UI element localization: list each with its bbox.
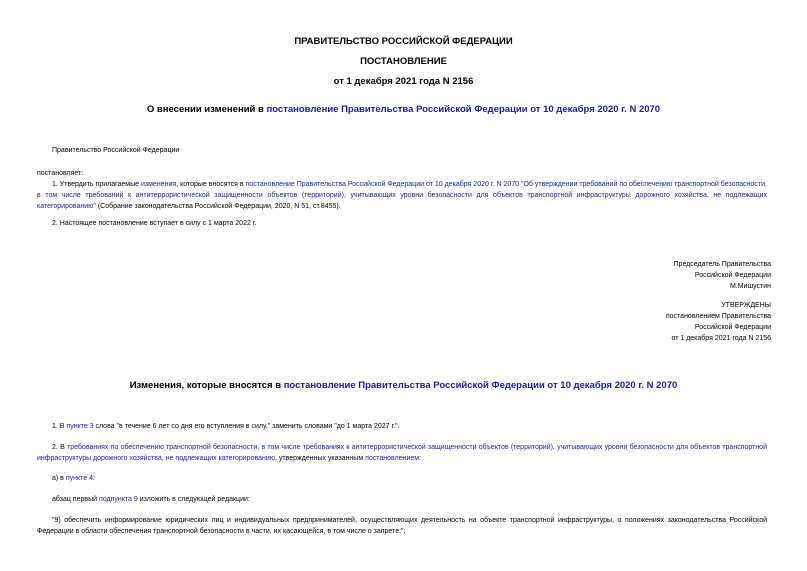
title-prefix: О внесении изменений в: [146, 104, 267, 115]
document-type-heading: ПОСТАНОВЛЕНИЕ: [360, 56, 447, 67]
approval-line-4: от 1 декабря 2021 года N 2156: [671, 335, 771, 342]
change-9-text: "9) обеспечить информирование юридических лиц и индивидуальных предпринимателей, осуществляющих деятельность на объекте транспортной инфраструктуры, о положениях законодательства Российской Федерации в области обеспечения транспортной безопасности в части, их касающейся, в том числе о запрете:";: [37, 517, 767, 535]
government-heading: ПРАВИТЕЛЬСТВО РОССИЙСКОЙ ФЕДЕРАЦИИ: [294, 36, 513, 47]
changes-link[interactable]: изменения: [141, 181, 177, 188]
subpoint-9-link[interactable]: подпункта 9: [99, 496, 138, 503]
decides-text: постановляет:: [37, 170, 84, 177]
signature-country: Российской Федерации: [694, 272, 771, 279]
document-title: [0, 104, 807, 115]
changes-title-link[interactable]: постановление Правительства Российской Федерации от 10 декабря 2020 г. N 2070: [283, 380, 678, 391]
requirements-link[interactable]: требованиях по обеспечению транспортной безопасности, в том числе требованиях к антитеррористической защищенности объектов (территорий), учитывающих уровни безопасности для объектов транспортной инфраструктуры дорожного хозяйства, не подлежащих категорированию: [37, 444, 767, 462]
changes-title: Изменения, которые вносятся в постановление Правительства Российской Федерации от 10 декабря 2020 г. N 2070: [129, 380, 678, 391]
item-2-paragraph: 2. Настоящее постановление вступает в силу с 1 марта 2022 г.: [52, 220, 257, 227]
approval-stamp: [571, 300, 771, 344]
intro-text: Правительство Российской Федерации: [52, 147, 180, 154]
point-4-link[interactable]: пункте 4: [65, 475, 93, 482]
title-link[interactable]: постановление Правительства Российской Федерации от 10 декабря 2020 г. N 2070: [266, 104, 661, 115]
signature-block: [571, 259, 771, 292]
resolution-link[interactable]: постановлением: [365, 455, 420, 462]
point-3-link[interactable]: пункте 3: [66, 423, 94, 430]
signature-name: М.Мишустин: [729, 283, 771, 290]
item-1-paragraph: 1. Утвердить прилагаемые изменения, которые вносятся в постановление Правительства Российской Федерации от 10 декабря 2020 г. N 2070 "Об утверждении требований по обеспечению транспортной безопасности, в том числе требований к антитеррористической защищенности объектов (территорий), учитывающих уровни безопасности для объектов транспортной инфраструктуры дорожного хозяйства, не подлежащих категорированию" (Собрание законодательства Российской Федерации, 2020, N 51, ст.8455).: [37, 181, 767, 210]
change-a-paragraph: а) в пункте 4:: [52, 475, 95, 482]
resolution-2070-link[interactable]: постановление Правительства Российской Федерации от 10 декабря 2020 г. N 2070 "Об утверждении требований по обеспечению транспортной безопасности, в том числе требований к антитеррористической защищенности объектов (территорий), учитывающих уровни безопасности для объектов транспортной инфраструктуры дорожного хозяйства, не подлежащих категорированию": [37, 181, 767, 210]
change-2-paragraph: 2. В требованиях по обеспечению транспортной безопасности, в том числе требованиях к антитеррористической защищенности объектов (территорий), учитывающих уровни безопасности для объектов транспортной инфраструктуры дорожного хозяйства, не подлежащих категорированию, утвержденных указанным постановлением:: [37, 444, 767, 462]
approval-line-3: Российской Федерации: [694, 324, 771, 331]
change-abzac-paragraph: абзац первый подпункта 9 изложить в следующей редакции:: [52, 496, 250, 503]
signature-position: Председатель Правительства: [673, 261, 771, 268]
approval-title: УТВЕРЖДЕНЫ: [721, 302, 771, 309]
document-date-heading: от 1 декабря 2021 года N 2156: [333, 76, 474, 87]
change-1-paragraph: 1. В пункте 3 слова "в течение 6 лет со дня его вступления в силу." заменить словами "до 1 марта 2027 г.".: [52, 423, 400, 430]
approval-line-2: постановлением Правительства: [665, 313, 771, 320]
